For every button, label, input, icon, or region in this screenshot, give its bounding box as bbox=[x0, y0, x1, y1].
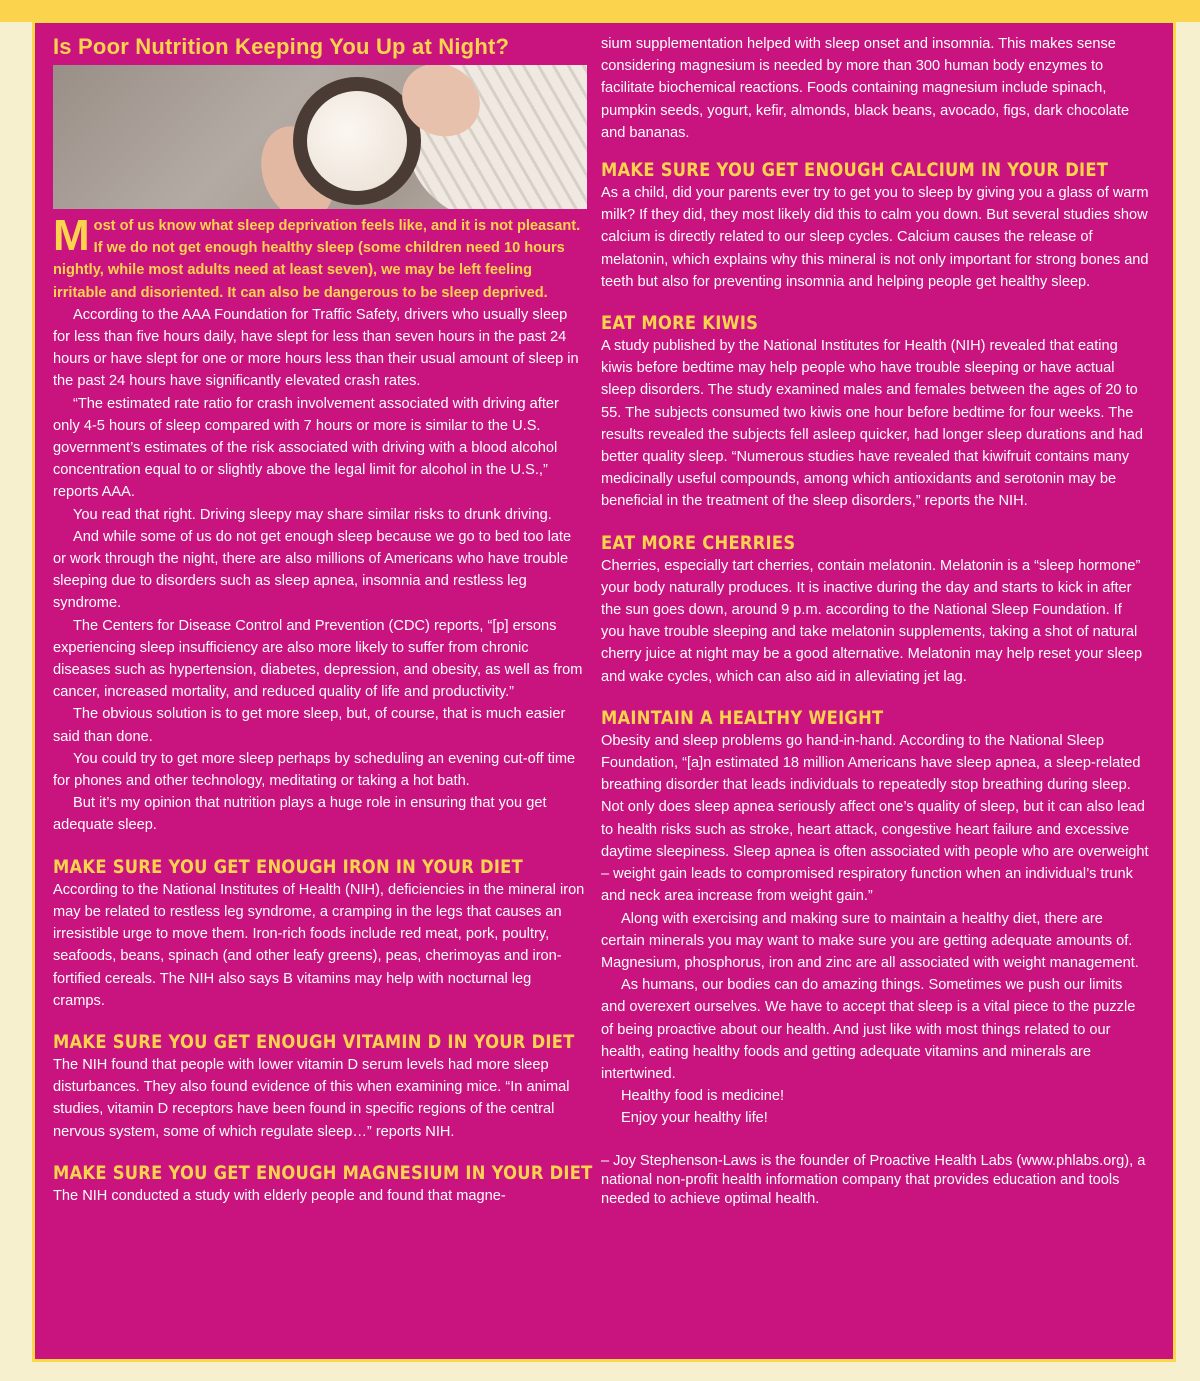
body-paragraph: You read that right. Driving sleepy may share similar risks to drunk driving. bbox=[73, 506, 552, 523]
body-paragraph: The obvious solution is to get more sleep, but, of course, that is much easier said than done. bbox=[53, 706, 566, 745]
kiwi-heading: EAT MORE KIWIS bbox=[601, 312, 759, 335]
calcium-text: As a child, did your parents ever try to get you to sleep by giving you a glass of warm milk? If they did, they most likely did this to calm you down. But several studies show calcium is directly related to our sleep cycles. Calcium causes the release of melatonin, which explains why this mineral is not only important for strong bones and teeth but also for preventing insomnia and helping people get healthy sleep. bbox=[601, 185, 1149, 290]
body-paragraph: As humans, our bodies can do amazing things. Sometimes we push our limits and overexert ourselves. We have to accept that sleep is a vital piece to the puzzle of being proactive about our health. And just like with most things related to our health, eating healthy foods and getting adequate vitamins and minerals are intertwined. bbox=[601, 977, 1136, 1082]
vitamin-d-text: The NIH found that people with lower vitamin D serum levels had more sleep disturbances. They also found evidence of this when examining mice. “In animal studies, vitamin D receptors have been found in specific regions of the central nervous system, some of which regulate sleep…” reports NIH. bbox=[53, 1056, 570, 1140]
magnesium-text-continued: sium supplementation helped with sleep onset and insomnia. This makes sense considering magnesium is needed by more than 300 human body enzymes to facilitate biochemical reactions. Foods containing magnesium include spinach, pumpkin seeds, yogurt, kefir, almonds, black beans, avocado, figs, dark chocolate and bananas. bbox=[601, 36, 1130, 141]
body-paragraph: Healthy food is medicine! bbox=[621, 1088, 785, 1105]
body-paragraph: According to the AAA Foundation for Traffic Safety, drivers who usually sleep for less than five hours daily, have slept for less than seven hours in the past 24 hours or have slept for one or more hours less than their usual amount of sleep in the past 24 hours have significantly elevated crash rates. bbox=[53, 306, 579, 390]
milk-mug-photo bbox=[53, 65, 587, 209]
body-paragraph: “The estimated rate ratio for crash involvement associated with driving after only 4-5 hours of sleep compared with 7 hours or more is similar to the U.S. government’s estimates of the risk associated with driving with a blood alcohol concentration equal to or slightly above the legal limit for alcohol in the U.S.,” reports AAA. bbox=[53, 395, 559, 501]
magnesium-heading: MAKE SURE YOU GET ENOUGH MAGNESIUM IN YOUR DIET bbox=[53, 1161, 593, 1184]
drop-cap: M bbox=[53, 211, 90, 260]
intro-text: ost of us know what sleep deprivation feels like, and it is not pleasant. If we do not get enough healthy sleep (some children need 10 hours nightly, while most adults need at least seven), we may be left feeling irritable and disoriented. It can also be dangerous to be sleep deprived. bbox=[53, 218, 581, 301]
body-paragraph: Along with exercising and making sure to maintain a healthy diet, there are certain minerals you may want to make sure you are getting adequate amounts of. Magnesium, phosphorus, iron and zinc are all associated with weight management. bbox=[601, 910, 1139, 971]
cherry-heading: EAT MORE CHERRIES bbox=[601, 531, 796, 554]
iron-text: According to the National Institutes of Health (NIH), deficiencies in the mineral iron may be related to restless leg syndrome, a cramping in the legs that causes an irresistible urge to move them. Iron-rich foods include red meat, pork, poultry, seafoods, beans, spinach (and other leafy greens), peas, cherimoyas and iron-fortified cereals. The NIH also says B vitamins may help with nocturnal leg cramps. bbox=[53, 881, 585, 1009]
kiwi-text: A study published by the National Institutes for Health (NIH) revealed that eating kiwis before bedtime may help people who have trouble sleeping or have actual sleep disorders. The study examined males and females between the ages of 20 to 55. The subjects consumed two kiwis one hour before bedtime for four weeks. The results revealed the subjects fell asleep quicker, had longer sleep durations and had better quality sleep. “Numerous studies have revealed that kiwifruit contains many medicinally useful compounds, among which antioxidants and serotonin may be beneficial in the treatment of the sleep disorders,” reports the NIH. bbox=[601, 338, 1143, 510]
article-panel bbox=[32, 20, 1176, 1362]
mug-milk bbox=[307, 91, 407, 191]
magnesium-text-start: The NIH conducted a study with elderly people and found that magne- bbox=[53, 1187, 506, 1204]
iron-heading: MAKE SURE YOU GET ENOUGH IRON IN YOUR DIET bbox=[53, 855, 524, 878]
intro-paragraph bbox=[53, 211, 587, 304]
right-column bbox=[601, 33, 1149, 1209]
body-paragraph: And while some of us do not get enough sleep because we go to bed too late or work through the night, there are also millions of Americans who have trouble sleeping due to disorders such as sleep apnea, insomnia and restless leg syndrome. bbox=[53, 528, 572, 612]
weight-heading: MAINTAIN A HEALTHY WEIGHT bbox=[601, 706, 884, 729]
top-border-strip bbox=[0, 0, 1200, 22]
vitamin-d-heading: MAKE SURE YOU GET ENOUGH VITAMIN D IN YOUR DIET bbox=[53, 1030, 575, 1053]
weight-text: Obesity and sleep problems go hand-in-hand. According to the National Sleep Foundation, “[a]n estimated 18 million Americans have sleep apnea, a sleep-related breathing disorder that leads individuals to repeatedly stop breathing during sleep. Not only does sleep apnea seriously affect one’s quality of sleep, but it can also lead to health risks such as stroke, heart attack, congestive heart failure and excessive daytime sleepiness. Sleep apnea is often associated with people who are overweight – weight gain leads to compromised respiratory function when an individual’s trunk and neck area increase from weight gain.” bbox=[601, 732, 1149, 905]
body-paragraph: The Centers for Disease Control and Prevention (CDC) reports, “[p] ersons experiencing sleep insufficiency are also more likely to suffer from chronic diseases such as hypertension, diabetes, depression, and obesity, as well as from cancer, increased mortality, and reduced quality of life and productivity.” bbox=[53, 617, 583, 701]
calcium-heading: MAKE SURE YOU GET ENOUGH CALCIUM IN YOUR DIET bbox=[601, 159, 1109, 182]
body-paragraph: Enjoy your healthy life! bbox=[621, 1110, 768, 1127]
left-column bbox=[53, 33, 593, 1207]
cherry-text: Cherries, especially tart cherries, contain melatonin. Melatonin is a “sleep hormone” your body naturally produces. It is inactive during the day and starts to kick in after the sun goes down, around 9 p.m. according to the National Sleep Foundation. If you have trouble sleeping and take melatonin supplements, taking a shot of natural cherry juice at night may be a good alternative. Melatonin may help reset your sleep and wake cycles, which can also aid in alleviating jet lag. bbox=[601, 557, 1143, 685]
body-paragraph: But it’s my opinion that nutrition plays a huge role in ensuring that you get adequate sleep. bbox=[53, 795, 547, 834]
author-signature: – Joy Stephenson-Laws is the founder of Proactive Health Labs (www.phlabs.org), a national non-profit health information company that provides education and tools needed to achieve optimal health. bbox=[601, 1152, 1146, 1207]
body-paragraph: You could try to get more sleep perhaps by scheduling an evening cut-off time for phones and other technology, meditating or taking a hot bath. bbox=[53, 750, 576, 790]
article-title: Is Poor Nutrition Keeping You Up at Night? bbox=[53, 34, 510, 59]
